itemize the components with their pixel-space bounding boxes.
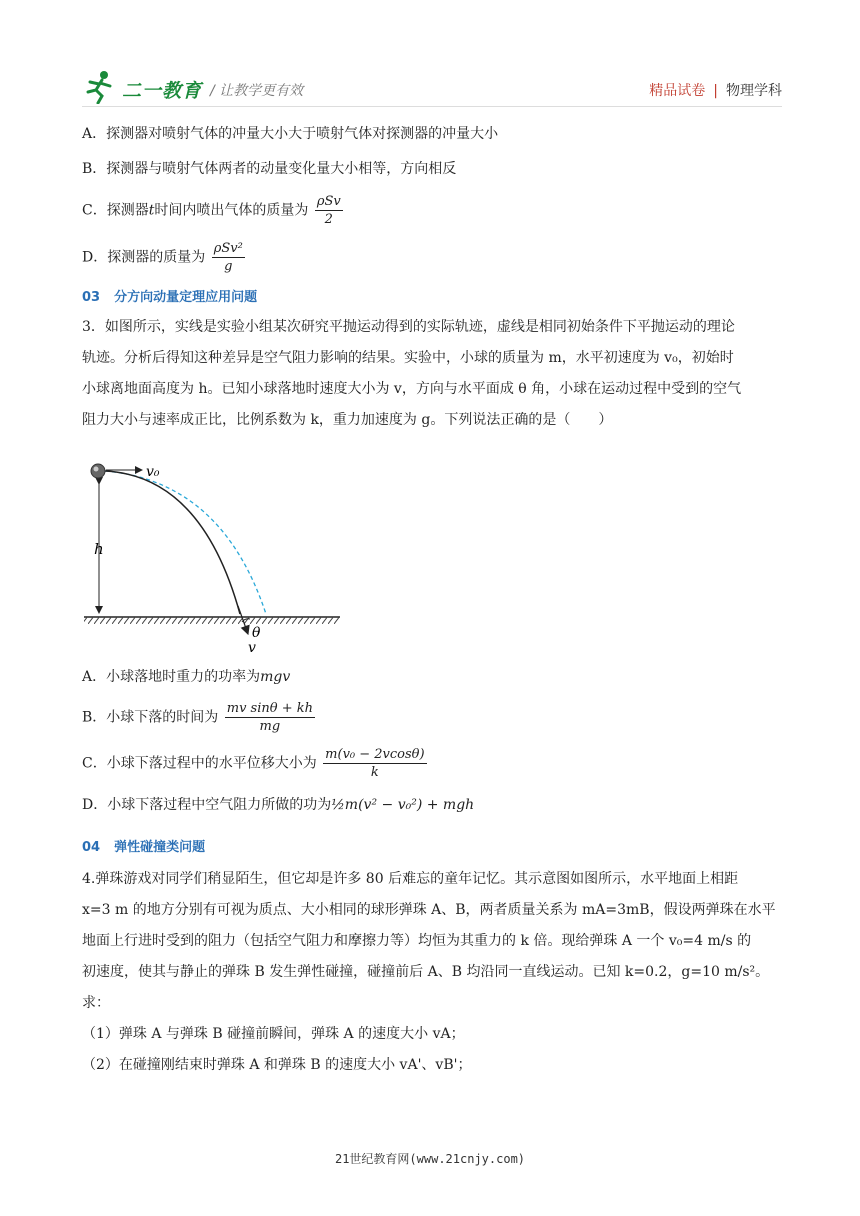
actual-trajectory <box>105 471 240 614</box>
ground-hatch <box>84 617 340 624</box>
q3-option-c-denominator: k <box>370 765 379 780</box>
q3-option-b-denominator: mg <box>259 719 281 734</box>
section-04-heading <box>82 836 205 855</box>
q4-line-2: x=3 m 的地方分别有可视为质点、大小相同的球形弹珠 A、B，两者质量关系为 mA=3mB，假设两弹珠在水平 <box>82 902 776 918</box>
ball-highlight <box>94 467 99 472</box>
projectile-figure <box>82 456 352 656</box>
q4-line-5: 求： <box>82 995 110 1011</box>
q3-option-b-prefix: B．小球下落的时间为 <box>82 709 219 726</box>
section-title: 弹性碰撞类问题 <box>114 840 206 855</box>
q2-option-c-t: t <box>148 202 155 219</box>
q4-line-4: 初速度，使其与静止的弹珠 B 发生弹性碰撞，碰撞前后 A、B 均沿同一直线运动。已知 k=0.2，g=10 m/s²。 <box>82 964 770 980</box>
q2-option-c-prefix: C．探测器 <box>82 202 149 219</box>
theoretical-trajectory <box>105 471 266 614</box>
q2-option-c-mid: 时间内喷出气体的质量为 <box>154 202 309 219</box>
header-tag: 精品试卷 <box>649 83 706 99</box>
q3-option-a-expr: mgv <box>260 669 291 685</box>
q3-option-d-prefix: D．小球下落过程中空气阻力所做的功为 <box>82 797 332 813</box>
q3-option-c <box>82 746 427 781</box>
q2-option-c-numerator: ρSv <box>316 194 341 209</box>
section-number: 04 <box>82 840 101 855</box>
q2-option-a: A．探测器对喷射气体的冲量大小大于喷射气体对探测器的冲量大小 <box>82 126 499 142</box>
q3-line-2: 轨迹。分析后得知这种差异是空气阻力影响的结果。实验中，小球的质量为 m，水平初速度为 v₀，初始时 <box>82 350 734 366</box>
q2-option-c-fraction <box>315 193 343 228</box>
header-separator: | <box>713 83 718 99</box>
running-man-logo-icon <box>82 70 118 104</box>
q3-option-a <box>82 666 290 688</box>
q3-line-4: 阻力大小与速率成正比，比例系数为 k，重力加速度为 g。下列说法正确的是（ ） <box>82 412 613 428</box>
q2-option-b: B．探测器与喷射气体两者的动量变化量大小相等，方向相反 <box>82 161 457 177</box>
q2-option-d <box>82 240 245 275</box>
q2-option-d-prefix: D．探测器的质量为 <box>82 249 206 266</box>
page-header <box>82 70 782 106</box>
q4-line-3: 地面上行进时受到的阻力（包括空气阻力和摩擦力等）均恒为其重力的 k 倍。现给弹珠 A 一个 v₀=4 m/s 的 <box>82 933 752 949</box>
page-footer: 21世纪教育网(www.21cnjy.com) <box>334 1152 526 1166</box>
q2-option-d-fraction <box>212 240 245 275</box>
q3-option-d-expr: ½m(v² − v₀²) + mgh <box>331 797 475 813</box>
q2-option-d-denominator: g <box>224 259 233 274</box>
section-number: 03 <box>82 290 101 305</box>
q4-line-1: 4.弹珠游戏对同学们稍显陌生，但它却是许多 80 后难忘的童年记忆。其示意图如图所示，水平地面上相距 <box>82 871 739 887</box>
section-title: 分方向动量定理应用问题 <box>114 290 258 305</box>
header-right <box>649 80 782 100</box>
h-label: h <box>94 540 104 558</box>
q3-option-b-fraction <box>225 700 315 735</box>
q3-option-a-prefix: A．小球落地时重力的功率为 <box>82 669 261 685</box>
q3-option-c-prefix: C．小球下落过程中的水平位移大小为 <box>82 755 317 772</box>
q3-line-1: 3．如图所示，实线是实验小组某次研究平抛运动得到的实际轨迹，虚线是相同初始条件下平抛运动的理论 <box>82 319 735 335</box>
q3-option-d <box>82 794 474 816</box>
section-03-heading <box>82 286 257 305</box>
q2-option-c <box>82 193 343 228</box>
logo-text: 二一教育 <box>122 80 203 102</box>
q4-stem <box>82 864 782 1081</box>
q3-option-b-numerator: mv sinθ + kh <box>226 701 313 716</box>
ball <box>91 464 105 478</box>
q3-line-3: 小球离地面高度为 h。已知小球落地时速度大小为 v，方向与水平面成 θ 角，小球在运动过程中受到的空气 <box>82 381 742 397</box>
header-divider <box>82 106 782 107</box>
v-label: v <box>248 640 256 656</box>
q4-subquestion-2: （2）在碰撞刚结束时弹珠 A 和弹珠 B 的速度大小 vA'、vB'； <box>82 1057 472 1073</box>
q3-option-c-numerator: m(v₀ − 2vcosθ) <box>325 747 425 762</box>
v0-label: v₀ <box>146 464 160 480</box>
header-subject: 物理学科 <box>726 83 782 99</box>
logo-slogan: / 让教学更有效 <box>210 83 304 99</box>
q3-option-b <box>82 700 315 735</box>
q2-option-c-denominator: 2 <box>324 212 333 227</box>
q2-option-d-numerator: ρSv² <box>213 241 243 256</box>
q3-stem <box>82 312 782 436</box>
q4-subquestion-1: （1）弹珠 A 与弹珠 B 碰撞前瞬间，弹珠 A 的速度大小 vA； <box>82 1026 465 1042</box>
q3-option-c-fraction <box>323 746 426 781</box>
theta-label: θ <box>252 625 261 641</box>
